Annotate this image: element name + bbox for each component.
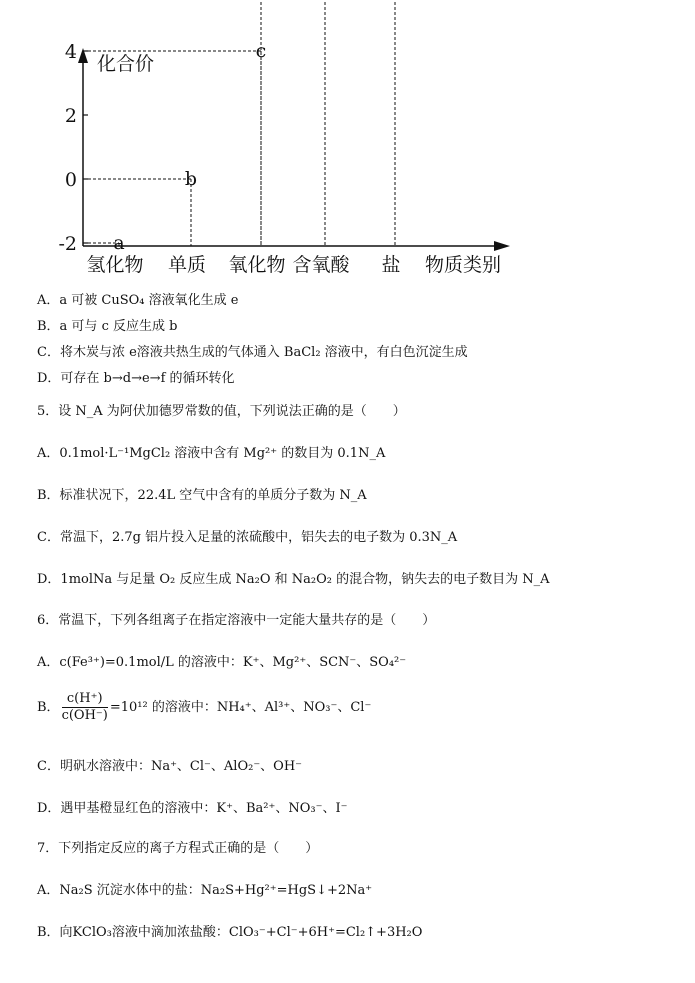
y-tick-label: 2	[64, 105, 77, 127]
q4-option-c: C．将木炭与浓 e溶液共热生成的气体通入 BaCl₂ 溶液中，有白色沉淀生成	[37, 345, 468, 360]
q4-option-b: B．a 可与 c 反应生成 b	[37, 319, 178, 334]
q6-option-c: C．明矾水溶液中：Na⁺、Cl⁻、AlO₂⁻、OH⁻	[37, 759, 303, 774]
q4-option-a: A．a 可被 CuSO₄ 溶液氧化生成 e	[37, 293, 239, 308]
q5-option-c: C．常温下，2.7g 铝片投入足量的浓硫酸中，铝失去的电子数为 0.3N_A	[37, 530, 458, 545]
q6-option-b	[37, 691, 371, 724]
q5-option-a: A．0.1mol·L⁻¹MgCl₂ 溶液中含有 Mg²⁺ 的数目为 0.1N_A	[37, 446, 386, 461]
q6-option-d: D．遇甲基橙显红色的溶液中：K⁺、Ba²⁺、NO₃⁻、I⁻	[37, 801, 348, 816]
q6-option-b-prefix: B．	[37, 700, 60, 715]
y-axis-arrow-icon	[78, 48, 88, 63]
x-axis-label: 物质类别	[425, 254, 502, 276]
y-tick-label: 0	[64, 169, 77, 191]
valence-category-chart	[0, 0, 540, 290]
point-label-b: b	[184, 168, 198, 190]
x-category-label: 单质	[167, 254, 207, 276]
x-category-label: 含氧酸	[292, 254, 350, 276]
fraction-denominator: c(OH⁻)	[61, 708, 108, 723]
y-tick-label: -2	[58, 233, 77, 255]
x-category-label: 氧化物	[228, 254, 286, 276]
y-tick-label: 4	[64, 41, 77, 63]
x-category-label: 盐	[381, 254, 401, 276]
x-axis-arrow-icon	[494, 241, 510, 251]
q6-option-b-suffix: =10¹² 的溶液中：NH₄⁺、Al³⁺、NO₃⁻、Cl⁻	[109, 700, 372, 715]
q6-option-a: A．c(Fe³⁺)=0.1mol/L 的溶液中：K⁺、Mg²⁺、SCN⁻、SO₄²⁻	[37, 655, 407, 670]
point-label-c: c	[255, 40, 267, 62]
q5-stem: 5．设 N_A 为阿伏加德罗常数的值，下列说法正确的是（ ）	[37, 404, 406, 419]
point-label-a: a	[113, 232, 125, 254]
q7-option-a: A．Na₂S 沉淀水体中的盐：Na₂S+Hg²⁺=HgS↓+2Na⁺	[37, 883, 373, 898]
q5-option-d: D．1molNa 与足量 O₂ 反应生成 Na₂O 和 Na₂O₂ 的混合物，钠失去的电子数目为 N_A	[37, 572, 550, 587]
y-axis-label: 化合价	[97, 53, 155, 75]
fraction-numerator: c(H⁺)	[62, 691, 108, 708]
x-category-label: 氢化物	[86, 254, 144, 276]
q7-option-b: B．向KClO₃溶液中滴加浓盐酸：ClO₃⁻+Cl⁻+6H⁺=Cl₂↑+3H₂O	[37, 925, 423, 940]
q7-stem: 7．下列指定反应的离子方程式正确的是（ ）	[37, 841, 319, 856]
q6-stem: 6．常温下，下列各组离子在指定溶液中一定能大量共存的是（ ）	[37, 613, 436, 628]
hydrogen-ratio-fraction	[62, 691, 108, 724]
q4-option-d: D．可存在 b→d→e→f 的循环转化	[37, 371, 235, 386]
q5-option-b: B．标准状况下，22.4L 空气中含有的单质分子数为 N_A	[37, 488, 367, 503]
